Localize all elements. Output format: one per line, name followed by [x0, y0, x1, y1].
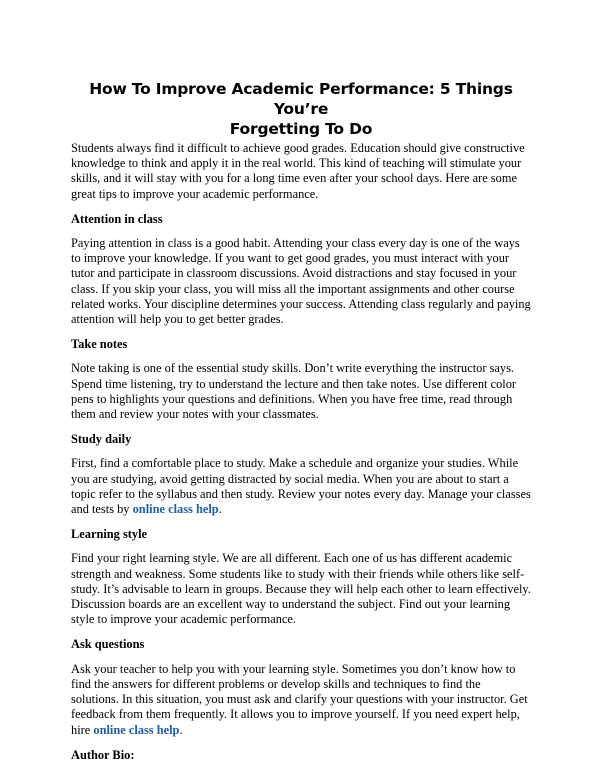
section-heading-attention: Attention in class [71, 211, 163, 226]
intro-paragraph: Students always find it difficult to achieve good grades. Education should give constructive knowledge to think and apply it in the real world. This kind of teaching will stimulate your skills, and it will stay with you for a long time even after your school days. Here are some great tips to improve your academic performance. [71, 141, 525, 201]
section-body-attention: Paying attention in class is a good habit. Attending your class every day is one of the ways to improve your knowledge. If you want to get good grades, you must interact with your tutor and participate in classroom discussions. Avoid distractions and stay focused in your class. If you skip your class, you will miss all the important assignments and other course related works. Your discipline determines your success. Attending class regularly and paying attention will help you to get better grades. [71, 236, 531, 327]
online-class-help-link[interactable]: online class help [132, 502, 219, 517]
section-body-notes: Note taking is one of the essential study skills. Don’t write everything the instructor says. Spend time listening, try to understand the lecture and then take notes. Use different color pens to highlights your questions and definitions. When you have free time, read through them and review your notes with your classmates. [71, 361, 517, 422]
title-line-1: How To Improve Academic Performance: 5 Things You’re [89, 80, 513, 118]
online-class-help-link-2[interactable]: online class help [93, 722, 180, 737]
study-daily-text: First, find a comfortable place to study. Make a schedule and organize your studies. While you are studying, avoid getting distracted by social media. When you are about to start a topic refer to the syllabus and then study. Review your notes every day. Manage your classes and tests by [71, 456, 531, 517]
section-heading-study-daily: Study daily [71, 432, 132, 447]
section-heading-ask-questions: Ask questions [71, 637, 145, 652]
section-body-ask-questions [71, 662, 531, 738]
section-body-learning-style: Find your right learning style. We are all different. Each one of us has different academic strength and weakness. Some students like to study with their friends while others like self-study. It’s advisable to learn in groups. Because they will help each other to learn effectively. Discussion boards are an excellent way to understand the subject. Find out your learning style to improve your academic performance. [71, 551, 531, 627]
study-daily-period: . [218, 502, 222, 517]
ask-questions-text: Ask your teacher to help you with your learning style. Sometimes you don’t know how to find the answers for different problems or develop skills and techniques to find the solutions. In this situation, you must ask and clarify your questions with your instructor. Get feedback from them frequently. It allows you to improve yourself. If you need expert help, hire [71, 661, 528, 737]
section-body-study-daily [71, 456, 531, 517]
title-line-2: Forgetting To Do [229, 120, 373, 138]
author-bio-heading: Author Bio: [71, 747, 135, 762]
document-page [71, 79, 531, 772]
document-title [71, 79, 531, 139]
section-heading-learning-style: Learning style [71, 527, 148, 542]
section-heading-notes: Take notes [71, 337, 128, 352]
ask-questions-period: . [179, 722, 183, 737]
